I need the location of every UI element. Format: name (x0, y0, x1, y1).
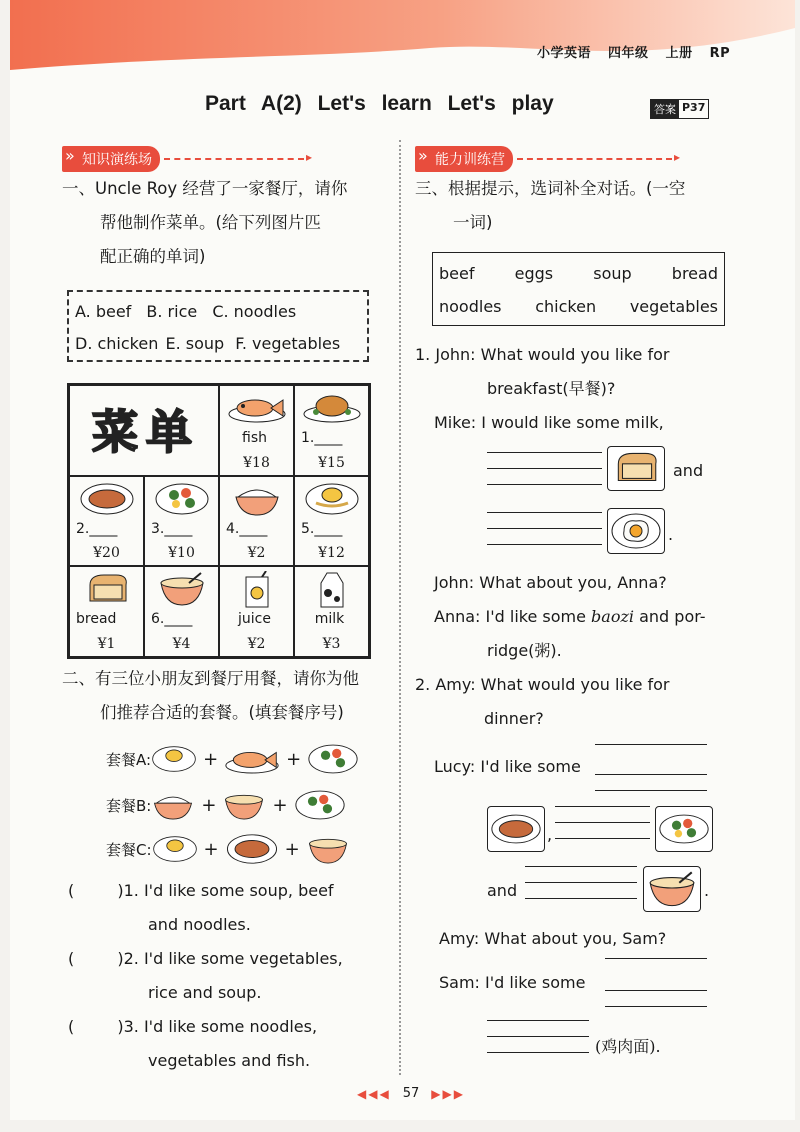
dialogue-line: ridge(粥). (487, 641, 562, 660)
steak-picture-frame (487, 806, 545, 852)
cell-label: 1.____ (301, 430, 343, 446)
menu-cell (144, 476, 219, 567)
answer-blank[interactable] (595, 790, 707, 791)
volume-label: 上册 (665, 46, 693, 61)
answer-blank[interactable] (555, 838, 650, 839)
beef-steak-icon (490, 809, 542, 849)
word: eggs (514, 264, 554, 283)
fried-egg-icon (610, 511, 662, 551)
cell-label: 3.____ (151, 520, 193, 537)
answer-blank[interactable] (605, 958, 707, 959)
dialogue-text: baozi (591, 607, 634, 626)
item-text: and noodles. (148, 915, 251, 934)
item-text: I'd like some vegetables, (143, 949, 343, 968)
word: soup (593, 264, 632, 283)
menu-cell (144, 566, 219, 657)
menu-cell (294, 566, 369, 657)
word: bread (671, 264, 718, 283)
word-bank-row (439, 290, 718, 323)
answer-blank[interactable] (555, 806, 650, 807)
dashed-arrow (517, 158, 672, 160)
q2-item-1 (68, 874, 398, 942)
answer-paren-close: ) (117, 881, 124, 900)
grade-label: 四年级 (608, 46, 649, 61)
cell-label: 6.____ (151, 611, 193, 628)
question-line: 们推荐合适的套餐。(填套餐序号) (100, 703, 344, 722)
vegetables-picture-frame (655, 806, 713, 852)
roast-chicken-icon (302, 390, 362, 424)
dialogue-word: and (487, 881, 518, 900)
menu-cell (69, 566, 144, 657)
item-text: rice and soup. (148, 983, 262, 1002)
right-arrows-icon: ▶▶▶ (431, 1086, 465, 1101)
rice-bowl-icon (151, 789, 195, 821)
answer-blank[interactable] (487, 544, 602, 545)
question-2 (62, 662, 392, 730)
options-row (75, 328, 361, 360)
juice-box-icon (240, 571, 274, 609)
cell-label: fish (242, 430, 267, 446)
vegetables-plate-icon (294, 788, 346, 822)
question-line: 三、根据提示，选词补全对话。(一空 (415, 179, 686, 198)
item-text: vegetables and fish. (148, 1051, 311, 1070)
dialogue-text: and por- (639, 607, 706, 626)
left-arrows-icon: ◀◀◀ (357, 1086, 391, 1101)
word-options-box (67, 290, 369, 362)
answer-paren-open: ( (68, 881, 75, 900)
answer-blank[interactable] (605, 1006, 707, 1007)
page-footer (345, 1086, 477, 1101)
dialogue-line: Lucy: I'd like some (434, 757, 581, 776)
cell-price: ¥18 (243, 454, 270, 471)
meal-set-c (106, 832, 350, 866)
dialogue-line: breakfast(早餐)? (487, 379, 616, 398)
dialogue-word: . (704, 881, 710, 900)
soup-picture-frame (643, 866, 701, 912)
plus-sign: + (203, 838, 219, 860)
soup-bowl-icon (222, 789, 266, 821)
subject-label: 小学英语 (537, 46, 592, 61)
answer-blank[interactable] (487, 512, 602, 513)
page-number: 57 (402, 1086, 420, 1101)
dialogue-line (434, 600, 706, 634)
item-number: 1. (123, 881, 139, 900)
answer-blank[interactable] (487, 528, 602, 529)
word: vegetables (629, 297, 718, 316)
question-line: 一、Uncle Roy 经营了一家餐厅，请你 (62, 179, 348, 198)
plus-sign: + (286, 748, 302, 770)
section-badge: » 能力训练营 (415, 146, 513, 172)
answer-page-number: P37 (682, 101, 706, 114)
menu-title-cell (69, 385, 219, 476)
meal-label: 套餐B: (106, 796, 152, 815)
dialogue-line: John: What about you, Anna? (434, 573, 667, 592)
menu-title: 菜单 (92, 405, 200, 459)
bread-picture-frame (607, 446, 665, 491)
cell-price: ¥2 (247, 635, 266, 652)
menu-cell (219, 476, 294, 567)
noodles-icon (151, 743, 197, 775)
egg-picture-frame (607, 508, 665, 554)
dialogue-note: (鸡肉面). (595, 1037, 661, 1056)
cell-price: ¥2 (247, 545, 266, 562)
rice-bowl-icon (232, 481, 282, 517)
menu-cell (294, 476, 369, 567)
answer-blank[interactable] (555, 822, 650, 823)
section-header-left (62, 146, 304, 172)
menu-cell (219, 566, 294, 657)
cell-price: ¥1 (97, 635, 116, 652)
cell-price: ¥4 (172, 635, 191, 652)
cell-label: 5.____ (301, 520, 343, 537)
meal-label: 套餐C: (106, 840, 152, 859)
bread-icon (82, 571, 132, 607)
meal-set-a (106, 742, 359, 776)
answer-paren-open: ( (68, 949, 75, 968)
option: B. rice (146, 302, 198, 321)
answer-blank[interactable] (525, 866, 637, 867)
plus-sign: + (272, 794, 288, 816)
dialogue-line: Amy: What about you, Sam? (439, 929, 667, 948)
beef-steak-icon (79, 481, 135, 517)
section-header-right (415, 146, 672, 172)
noodles-icon (152, 833, 198, 865)
cell-price: ¥3 (322, 635, 341, 652)
cell-price: ¥20 (93, 545, 120, 562)
item-number: 2. (123, 949, 139, 968)
plus-sign: + (284, 838, 300, 860)
options-row (75, 296, 361, 328)
meal-label: 套餐A: (106, 750, 152, 769)
edition-label: RP (709, 46, 731, 61)
question-1 (62, 172, 392, 274)
answer-page-tag (650, 99, 709, 119)
column-divider (399, 140, 401, 1075)
milk-carton-icon (315, 571, 349, 609)
header-banner (10, 0, 795, 80)
beef-steak-icon (225, 832, 279, 866)
answer-blank[interactable] (487, 1036, 589, 1037)
meal-set-b (106, 788, 346, 822)
cell-label: juice (238, 611, 271, 628)
answer-blank[interactable] (605, 990, 707, 991)
answer-label: 答案 (651, 100, 679, 118)
dialogue-line: Sam: I'd like some (439, 973, 586, 992)
vegetables-plate-icon (307, 742, 359, 776)
dashed-arrow (164, 158, 304, 160)
answer-blank[interactable] (487, 1052, 589, 1053)
q2-item-2 (68, 942, 398, 1010)
dialogue-word: , (547, 825, 553, 844)
fish-icon (224, 743, 280, 775)
answer-blank[interactable] (487, 1020, 589, 1021)
answer-paren-close: ) (117, 1017, 124, 1036)
answer-blank[interactable] (487, 484, 602, 485)
word: chicken (535, 297, 597, 316)
question-line: 帮他制作菜单。(给下列图片匹 (100, 213, 321, 232)
option: A. beef (75, 302, 132, 321)
plus-sign: + (203, 748, 219, 770)
dialogue-word: and (673, 461, 704, 480)
question-line: 二、有三位小朋友到餐厅用餐，请你为他 (62, 669, 359, 688)
question-3 (415, 172, 745, 240)
answer-blank[interactable] (525, 882, 637, 883)
dialogue-word: . (668, 525, 674, 544)
menu-cell (69, 476, 144, 567)
option: E. soup (165, 334, 225, 353)
cell-label: 4.____ (226, 520, 268, 537)
bread-icon (610, 449, 662, 487)
answer-blank[interactable] (595, 744, 707, 745)
word-bank-box (432, 252, 725, 326)
item-text: I'd like some soup, beef (143, 881, 334, 900)
cell-label: 2.____ (76, 520, 118, 537)
plus-sign: + (201, 794, 217, 816)
item-number: 3. (123, 1017, 139, 1036)
vegetables-plate-icon (658, 809, 710, 849)
soup-bowl-icon (646, 869, 698, 909)
noodles-icon (304, 481, 360, 517)
dialogue-line: dinner? (484, 709, 544, 728)
word-bank-row (439, 257, 718, 290)
dialogue-line: Mike: I would like some milk, (434, 413, 664, 432)
soup-bowl-icon (306, 833, 350, 865)
cell-price: ¥10 (168, 545, 195, 562)
page-title: Part A(2) Let's learn Let's play (205, 92, 554, 115)
answer-blank[interactable] (487, 468, 602, 469)
q2-item-3 (68, 1010, 398, 1078)
dialogue-text: Anna: I'd like some (434, 607, 586, 626)
cell-price: ¥12 (318, 545, 345, 562)
menu-cell (294, 385, 369, 476)
vegetables-plate-icon (154, 481, 210, 517)
answer-blank[interactable] (487, 452, 602, 453)
option: C. noodles (212, 302, 297, 321)
question-line: 配正确的单词) (100, 247, 206, 266)
dialogue-line: 2. Amy: What would you like for (415, 675, 670, 694)
question-line: 一词) (453, 213, 493, 232)
workbook-page (10, 0, 795, 1120)
answer-paren-open: ( (68, 1017, 75, 1036)
option: D. chicken (75, 334, 159, 353)
option: F. vegetables (235, 334, 341, 353)
dialogue-line: 1. John: What would you like for (415, 345, 670, 364)
menu-table (67, 383, 371, 659)
word: noodles (439, 297, 502, 316)
menu-cell (219, 385, 294, 476)
fish-icon (227, 390, 287, 424)
item-text: I'd like some noodles, (143, 1017, 318, 1036)
answer-blank[interactable] (595, 774, 707, 775)
answer-paren-close: ) (117, 949, 124, 968)
cell-label: bread (76, 611, 117, 628)
word: beef (439, 264, 475, 283)
soup-bowl-icon (157, 571, 207, 607)
cell-label: milk (314, 611, 345, 628)
header-meta (537, 42, 742, 61)
answer-blank[interactable] (525, 898, 637, 899)
cell-price: ¥15 (318, 454, 345, 471)
section-badge: » 知识演练场 (62, 146, 160, 172)
